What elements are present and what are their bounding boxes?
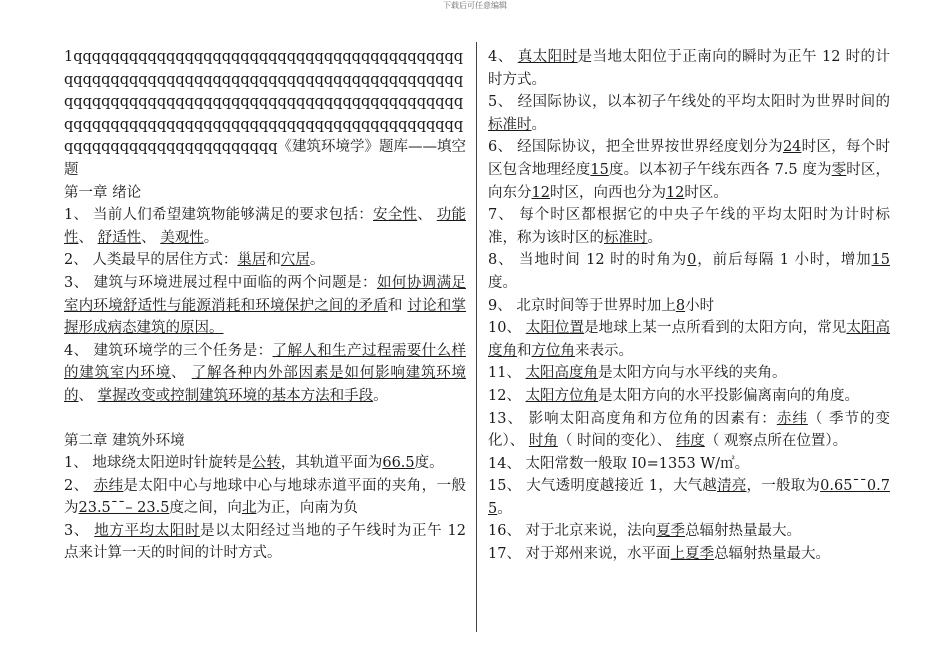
ch2-item-10: 10、 太阳位置是地球上某一点所看到的太阳方向，常见太阳高度角和方位角来表示。 (488, 320, 891, 359)
chapter-2-title: 第二章 建筑外环境 (64, 432, 185, 449)
ch2-item-8: 8、 当地时间 12 时的时角为0，前后每隔 1 小时，增加15度。 (488, 252, 890, 291)
chapter-1-title: 第一章 绪论 (64, 184, 142, 201)
ch2-item-13: 13、 影响太阳高度角和方位角的因素有：赤纬（ 季节的变化）、 时角（ 时间的变化）、 纬度（ 观察点所在位置）。 (488, 410, 891, 450)
ch2-item-11: 11、 太阳高度角是太阳方向与水平线的夹角。 (488, 365, 787, 382)
ch2-item-5: 5、 经国际协议，以本初子午线处的平均太阳时为世界时间的标准时。 (488, 94, 890, 133)
ch2-item-14: 14、 太阳常数一般取 I0=1353 W/㎡。 (488, 455, 750, 472)
ch1-item-3: 3、 建筑与环境进展过程中面临的两个问题是：如何协调满足室内环境舒适性与能源消耗和环境保护之间的矛盾和 讨论和掌握形成病态建筑的原因。 (64, 274, 467, 337)
right-column (488, 46, 890, 566)
ch2-item-17: 17、 对于郑州来说，水平面上夏季总辐射热量最大。 (488, 546, 831, 563)
ch2-item-12: 12、 太阳方位角是太阳方向的水平投影偏离南向的角度。 (488, 387, 860, 404)
page-header: 下载后可任意编辑 (443, 1, 507, 10)
ch2-item-16: 16、 对于北京来说，法向夏季总辐射热量最大。 (488, 523, 802, 540)
ch2-item-6: 6、 经国际协议，把全世界按世界经度划分为24时区，每个时区包含地理经度15度。以本初子午线东西各 7.5 度为零时区，向东分12时区，向西也分为12时区。 (488, 139, 891, 201)
left-column (64, 46, 466, 565)
ch2-item-2: 2、 赤纬是太阳中心与地球中心与地球赤道平面的夹角，一般为23.5¯¯– 23.5度之间，向北为正，向南为负 (64, 477, 466, 517)
ch1-item-4: 4、 建筑环境学的三个任务是：了解人和生产过程需要什么样的建筑室内环境、 了解各种内外部因素是如何影响建筑环境的、 掌握改变或控制建筑环境的基本方法和手段。 (64, 342, 467, 404)
ch2-item-7: 7、 每个时区都根据它的中央子午线的平均太阳时为计时标准，称为该时区的标准时。 (488, 207, 890, 246)
ch2-item-4: 4、 真太阳时是当地太阳位于正南向的瞬时为正午 12 时的计时方式。 (488, 49, 891, 88)
ch1-item-1: 1、 当前人们希望建筑物能够满足的要求包括：安全性、 功能性、 舒适性、 美观性。 (64, 207, 466, 246)
ch2-item-3: 3、 地方平均太阳时是以太阳经过当地的子午线时为正午 12 点来计算一天的时间的计时方式。 (64, 522, 466, 562)
ch1-item-2: 2、 人类最早的居住方式：巢居和穴居。 (64, 252, 325, 269)
ch2-item-15: 15、 大气透明度越接近 1，大气越清亮，一般取为0.65¯¯0.75。 (488, 478, 890, 517)
ch2-item-1: 1、 地球绕太阳逆时针旋转是公转，其轨道平面为66.5度。 (64, 455, 444, 472)
spacer (64, 408, 466, 430)
ch2-item-9: 9、 北京时间等于世界时加上8小时 (488, 297, 715, 314)
intro-paragraph: 1qqqqqqqqqqqqqqqqqqqqqqqqqqqqqqqqqqqqqqqqqqqqqqqqqqqqqqqqqqqqqqqqqqqqqqqqqqqqqqqqqqqqqqqqqqqqqqqqqqqqqqqqqqqqqqqqqqqqqqqqqqqqqqqqqqqqqqqqqqqqqqqqqqqqqqqqqqqqqqqqqqqqqqqqqqqqqqqqqqqqqqqqqqqqqqqqqq《建筑环境学》题库——填空题 (64, 49, 466, 178)
column-divider (476, 42, 477, 632)
